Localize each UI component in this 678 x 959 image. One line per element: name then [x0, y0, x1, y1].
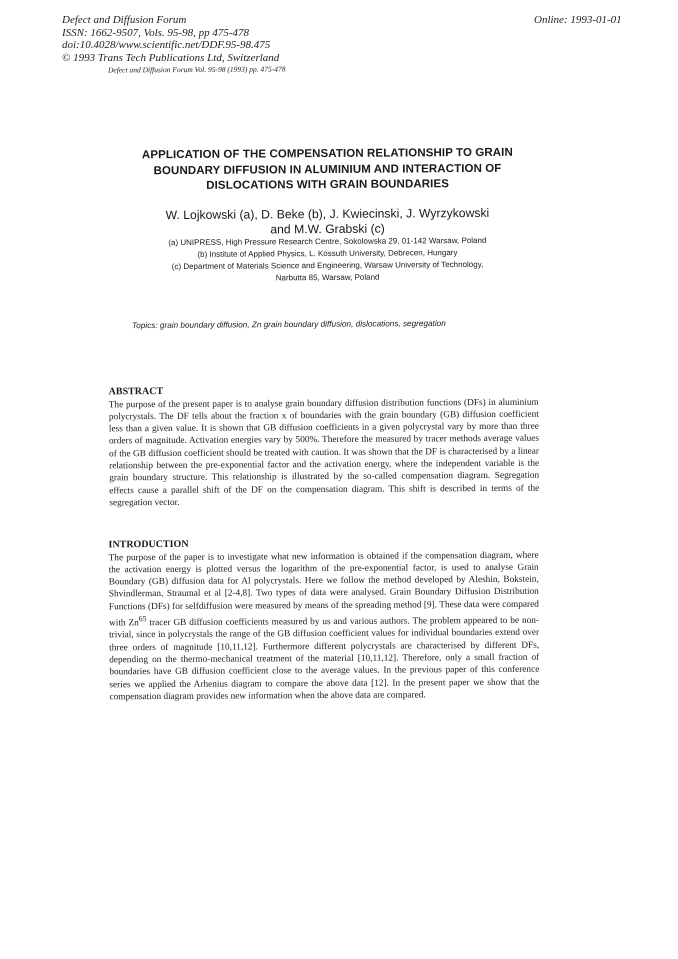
copyright-line: © 1993 Trans Tech Publications Ltd, Switzerland: [62, 51, 280, 64]
journal-name: Defect and Diffusion Forum: [62, 14, 187, 26]
authors-line-2: and M.W. Grabski (c): [270, 221, 385, 237]
abstract-section: [109, 384, 540, 510]
title-line-2: BOUNDARY DIFFUSION IN ALUMINIUM AND INTERACTION OF: [153, 162, 502, 177]
affiliation-c-address: Narbutta 85, Warsaw, Poland: [275, 272, 380, 283]
intro-text-part-2: tracer GB diffusion coefficients measured by us and various authors. The problem appeared to be non-trivial, since in polycrystals the range of the GB diffusion coefficient values for individual boundaries extend over three orders of magnitude [10,11,12]. Furthermore different polycrystals are characterised by different DFs, depending on the thermo-mechanical treatment of the material [10,11,12]. Therefore, only a small fraction of boundaries have GB diffusion coefficient close to the average values. In the previous paper of this conference series we applied the Arhenius diagram to compare the above data [12]. In the present paper we show that the compensation diagram provides new information when the above data are compared.: [109, 615, 540, 703]
introduction-section: [109, 537, 540, 704]
introduction-text: [109, 549, 540, 703]
affiliation-b: (b) Institute of Applied Physics, L. Kossuth University, Debrecen, Hungary: [197, 248, 458, 259]
affiliations: [100, 234, 555, 285]
title-line-3: DISLOCATIONS WITH GRAIN BOUNDARIES: [206, 178, 450, 192]
intro-text-part-1: The purpose of the paper is to investigate what new information is obtained if the compensation diagram, where the activation energy is plotted versus the logarithm of the pre-exponential factor, is used to analyse Grain Boundary (GB) diffusion data for Al polycrystals. Here we follow the method developed by Aleshin, Bokstein, Shvindlerman, Straumal et al [2-4,8]. Two types of data were analysed. Grain Boundary Diffusion Distribution Functions (DFs) for selfdiffusion were measured by means of the spreading method [9]. These data were compared with Zn: [108, 550, 539, 629]
doi-line: doi:10.4028/www.scientific.net/DDF.95-98.475: [62, 39, 271, 52]
introduction-heading: INTRODUCTION: [108, 538, 189, 551]
publication-header: [62, 14, 279, 64]
author-list: [100, 205, 555, 238]
online-date: Online: 1993-01-01: [534, 14, 622, 26]
authors-line-1: W. Lojkowski (a), D. Beke (b), J. Kwiecinski, J. Wyrzykowski: [165, 205, 490, 223]
isotope-superscript: 65: [138, 614, 147, 624]
affiliation-c: (c) Department of Materials Science and Engineering, Warsaw University of Technology,: [171, 259, 484, 272]
abstract-text: The purpose of the present paper is to analyse grain boundary diffusion distribution functions (DFs) in aluminium polycrystals. The DF tells about the fraction x of boundaries with the grain boundary (GB) diffusion coefficient less than a given value. It is shown that GB diffusion coefficients in a given polycrystal vary by more than three orders of magnitude. Activation energies vary by 500%. Therefore the measured by tracer methods average values of the GB diffusion coefficient should be treated with caution. It was shown that the DF is characterised by a linear relationship between the pre-exponential factor and the activation energy, where the independent variable is the grain boundary structure. This relationship is illustrated by the so-called compensation diagram. Segregation effects cause a parallel shift of the DF on the compensation diagram. This shift is described in terms of the segregation vector.: [108, 397, 540, 509]
paper-title: [100, 145, 555, 195]
topics-line: Topics: grain boundary diffusion, Zn grain boundary diffusion, dislocations, segregation: [131, 318, 446, 331]
affiliation-a: (a) UNIPRESS, High Pressure Research Centre, Sokolowska 29, 01-142 Warsaw, Poland: [168, 235, 487, 248]
issn-line: ISSN: 1662-9507, Vols. 95-98, pp 475-478: [62, 26, 249, 39]
scanned-running-header: Defect and Diffusion Forum Vol. 95-98 (1993) pp. 475-478: [107, 64, 286, 75]
title-line-1: APPLICATION OF THE COMPENSATION RELATIONSHIP TO GRAIN: [141, 146, 513, 162]
abstract-heading: ABSTRACT: [108, 385, 164, 398]
